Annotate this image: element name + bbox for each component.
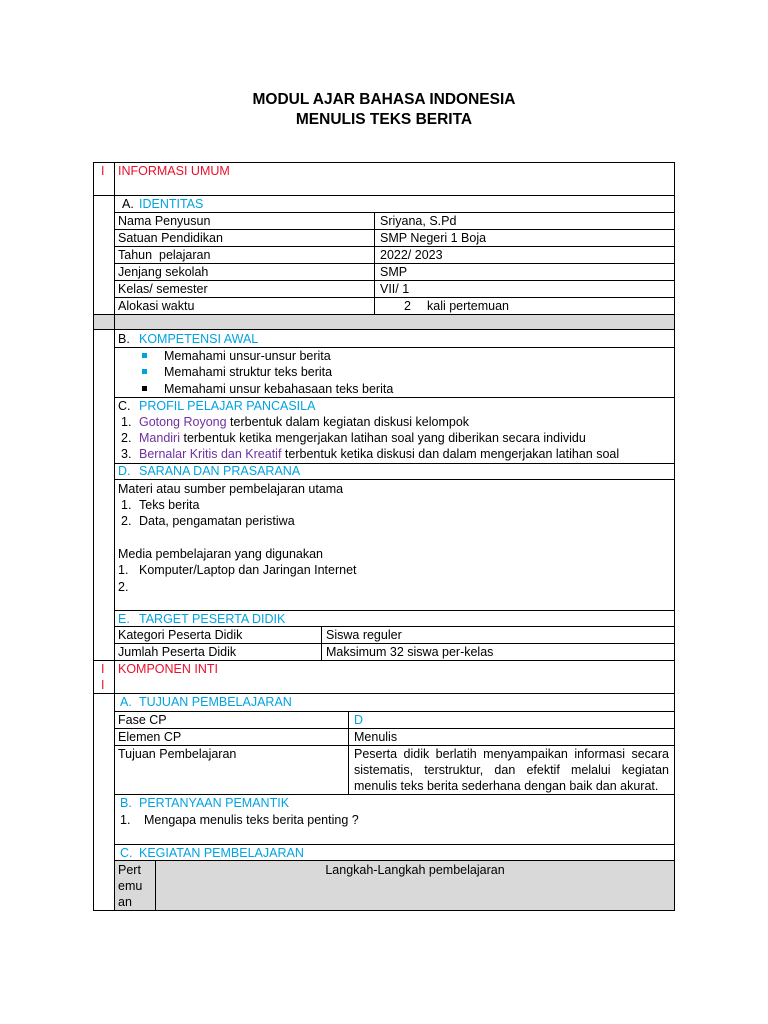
kompetensi-item-1: Memahami unsur-unsur berita: [164, 349, 331, 363]
kompetensi-item-2: Memahami struktur teks berita: [164, 365, 333, 379]
profil-highlight-3: Bernalar Kritis dan Kreatif: [139, 447, 282, 461]
profil-rest-2: terbentuk ketika mengerjakan latihan soal yang diberikan secara individu: [180, 431, 586, 445]
materi-label: Materi atau sumber pembelajaran utama: [118, 482, 344, 496]
profil-item-3: [139, 446, 619, 462]
pertemuan-header-line-3: an: [118, 895, 132, 909]
section-2-number-1: I: [101, 662, 105, 676]
profil-highlight-1: Gotong Royong: [139, 415, 227, 429]
section-1-title: INFORMASI UMUM: [118, 164, 230, 178]
profil-letter: C.: [118, 399, 131, 413]
materi-item-2: Data, pengamatan peristiwa: [139, 514, 295, 528]
bullet-square-icon: [142, 353, 147, 358]
identitas-value-3: 2022/ 2023: [380, 248, 443, 262]
media-item-1: Komputer/Laptop dan Jaringan Internet: [139, 563, 357, 577]
pertanyaan-num-1: 1.: [120, 813, 131, 827]
target-label-1: Kategori Peserta Didik: [118, 628, 243, 642]
tp-line-2: sistematis, terstruktur, dan efektif melalui kegiatan: [354, 763, 669, 777]
sarana-letter: D.: [118, 464, 131, 478]
identitas-label-1: Nama Penyusun: [118, 214, 211, 228]
identitas-value-2: SMP Negeri 1 Boja: [380, 231, 487, 245]
kompetensi-title: KOMPETENSI AWAL: [139, 332, 259, 346]
elemen-label: Elemen CP: [118, 730, 182, 744]
identitas-label-4: Jenjang sekolah: [118, 265, 209, 279]
profil-rest-1: terbentuk dalam kegiatan diskusi kelompok: [226, 415, 470, 429]
title-line-2: MENULIS TEKS BERITA: [295, 111, 473, 128]
tujuan-letter: A.: [120, 695, 132, 709]
profil-rest-3: terbentuk ketika diskusi dan dalam mengerjakan latihan soal: [281, 447, 620, 461]
identitas-title: IDENTITAS: [139, 197, 204, 211]
kegiatan-letter: C.: [120, 846, 133, 860]
tp-label: Tujuan Pembelajaran: [118, 747, 237, 761]
identitas-value-5: VII/ 1: [380, 282, 410, 296]
pertemuan-header-line-1: Pert: [118, 863, 141, 877]
identitas-label-6: Alokasi waktu: [118, 299, 195, 313]
kegiatan-title: KEGIATAN PEMBELAJARAN: [139, 846, 304, 860]
alokasi-unit: kali pertemuan: [427, 299, 509, 313]
modul-table: [93, 162, 675, 911]
bullet-square-icon: [142, 386, 147, 391]
media-label: Media pembelajaran yang digunakan: [118, 547, 324, 561]
identitas-label-5: Kelas/ semester: [118, 282, 208, 296]
profil-item-1: [139, 414, 469, 430]
identitas-value-1: Sriyana, S.Pd: [380, 214, 457, 228]
target-value-1: Siswa reguler: [326, 628, 402, 642]
media-num-2: 2.: [118, 580, 129, 594]
target-value-2: Maksimum 32 siswa per-kelas: [326, 645, 494, 659]
elemen-value: Menulis: [354, 730, 398, 744]
identitas-label-2: Satuan Pendidikan: [118, 231, 223, 245]
section-2-title: KOMPONEN INTI: [118, 662, 219, 676]
tp-line-3: menulis teks berita sederhana dengan baik dan akurat.: [354, 779, 659, 793]
pertemuan-header-line-2: emu: [118, 879, 143, 893]
bullet-square-icon: [142, 369, 147, 374]
target-title: TARGET PESERTA DIDIK: [139, 612, 286, 626]
alokasi-count: 2: [404, 299, 411, 313]
shaded-spacer-row: [93, 314, 675, 329]
target-label-2: Jumlah Peserta Didik: [118, 645, 237, 659]
media-num-1: 1.: [118, 563, 129, 577]
document-title: [0, 90, 768, 130]
profil-item-2: [139, 430, 586, 446]
tp-line-1: Peserta didik berlatih menyampaikan informasi secara: [354, 747, 669, 761]
pertanyaan-title: PERTANYAAN PEMANTIK: [139, 796, 290, 810]
identitas-letter: A.: [122, 197, 134, 211]
target-letter: E.: [118, 612, 130, 626]
sarana-title: SARANA DAN PRASARANA: [139, 464, 301, 478]
tujuan-title: TUJUAN PEMBELAJARAN: [139, 695, 292, 709]
kompetensi-letter: B.: [118, 332, 130, 346]
profil-highlight-2: Mandiri: [139, 431, 180, 445]
profil-num-1: 1.: [121, 415, 132, 429]
pertanyaan-item-1: Mengapa menulis teks berita penting ?: [144, 813, 359, 827]
profil-num-2: 2.: [121, 431, 132, 445]
title-line-1: MODUL AJAR BAHASA INDONESIA: [252, 91, 516, 108]
materi-item-1: Teks berita: [139, 498, 200, 512]
identitas-label-3: Tahun pelajaran: [118, 248, 211, 262]
profil-title: PROFIL PELAJAR PANCASILA: [139, 399, 316, 413]
identitas-value-4: SMP: [380, 265, 408, 279]
fase-value: D: [354, 713, 364, 727]
fase-label: Fase CP: [118, 713, 167, 727]
langkah-header: Langkah-Langkah pembelajaran: [325, 863, 505, 877]
materi-num-2: 2.: [121, 514, 132, 528]
materi-num-1: 1.: [121, 498, 132, 512]
profil-num-3: 3.: [121, 447, 132, 461]
pertanyaan-letter: B.: [120, 796, 132, 810]
section-1-number: I: [101, 164, 105, 178]
kompetensi-item-3: Memahami unsur kebahasaan teks berita: [164, 382, 394, 396]
section-2-number-2: I: [101, 678, 105, 692]
